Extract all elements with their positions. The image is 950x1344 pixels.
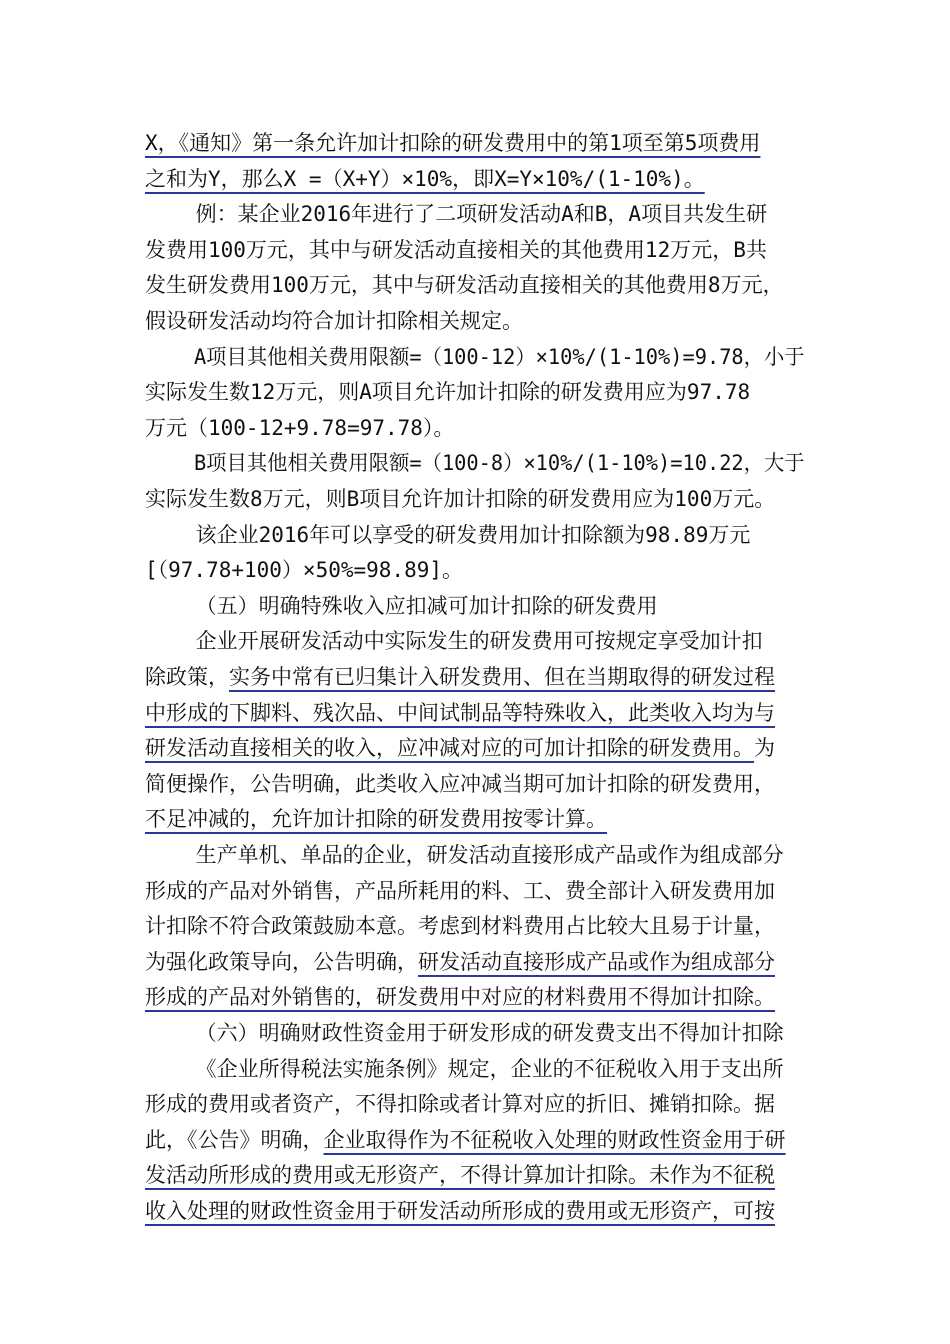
text-line bbox=[145, 1160, 775, 1190]
text-line bbox=[145, 626, 763, 656]
text-line bbox=[145, 128, 760, 158]
underlined-text: 形成的产品对外销售的，研发费用中对应的材料费用不得加计扣除。 bbox=[145, 985, 775, 1010]
text-segment: 实际发生数8万元，则B项目允许加计扣除的研发费用应为100万元。 bbox=[145, 487, 776, 511]
text-line bbox=[145, 733, 775, 763]
text-segment: 生产单机、单品的企业，研发活动直接形成产品或作为组成部分 bbox=[145, 843, 784, 867]
text-line bbox=[145, 804, 607, 834]
text-line bbox=[145, 306, 523, 336]
text-line bbox=[145, 1196, 775, 1226]
text-segment: （六）明确财政性资金用于研发形成的研发费支出不得加计扣除 bbox=[145, 1021, 784, 1045]
text-segment: 简便操作，公告明确，此类收入应冲减当期可加计扣除的研发费用， bbox=[145, 771, 775, 796]
text-line bbox=[145, 342, 805, 372]
text-line bbox=[145, 698, 775, 728]
underlined-text: 研发活动直接相关的收入，应冲减对应的可加计扣除的研发费用。 bbox=[145, 736, 754, 761]
text-line bbox=[145, 1089, 775, 1119]
text-line bbox=[145, 876, 775, 906]
text-segment: 发费用100万元，其中与研发活动直接相关的其他费用12万元，B共 bbox=[145, 237, 767, 262]
text-segment: 假设研发活动均符合加计扣除相关规定。 bbox=[145, 309, 523, 333]
text-line bbox=[145, 377, 750, 407]
underlined-text: 不足冲减的，允许加计扣除的研发费用按零计算。 bbox=[145, 807, 607, 832]
text-line bbox=[145, 520, 750, 550]
text-line bbox=[145, 947, 775, 977]
text-segment: 实际发生数12万元，则A项目允许加计扣除的研发费用应为97.78 bbox=[145, 380, 751, 405]
underlined-text: 之和为Y，那么X =（X+Y）×10%，即X=Y×10%/(1-10%)。 bbox=[145, 166, 705, 191]
text-line bbox=[145, 555, 463, 585]
text-line bbox=[145, 662, 775, 692]
text-segment: [（97.78+100）×50%=98.89]。 bbox=[145, 558, 464, 583]
text-segment: 万元（100-12+9.78=97.78）。 bbox=[145, 415, 455, 440]
text-line bbox=[145, 164, 705, 194]
text-line bbox=[145, 1054, 784, 1084]
underlined-text: 企业取得作为不征税收入处理的财政性资金用于研 bbox=[323, 1127, 786, 1152]
text-line bbox=[145, 270, 784, 300]
text-line bbox=[145, 235, 767, 265]
underlined-text: 中形成的下脚料、残次品、中间试制品等特殊收入，此类收入均为与 bbox=[145, 700, 775, 725]
text-segment: 计扣除不符合政策鼓励本意。考虑到材料费用占比较大且易于计量， bbox=[145, 914, 775, 939]
text-segment: B项目其他相关费用限额=（100-8）×10%/(1-10%)=10.22，大于 bbox=[145, 451, 805, 476]
underlined-text: 收入处理的财政性资金用于研发活动所形成的费用或无形资产，可按 bbox=[145, 1199, 775, 1223]
text-segment: 例：某企业2016年进行了二项研发活动A和B，A项目共发生研 bbox=[145, 202, 768, 227]
text-line bbox=[145, 911, 775, 941]
text-segment: 《企业所得税法实施条例》规定，企业的不征税收入用于支出所 bbox=[145, 1056, 784, 1081]
text-line bbox=[145, 1125, 786, 1155]
text-segment: 该企业2016年可以享受的研发费用加计扣除额为98.89万元 bbox=[145, 522, 751, 547]
text-segment: 企业开展研发活动中实际发生的研发费用可按规定享受加计扣 bbox=[145, 629, 763, 654]
underlined-text: 实务中常有已归集计入研发费用、但在当期取得的研发过程 bbox=[229, 665, 775, 689]
text-line bbox=[145, 448, 805, 478]
underlined-text: X，《通知》第一条允许加计扣除的研发费用中的第1项至第5项费用 bbox=[145, 131, 761, 155]
underlined-text: 研发活动直接形成产品或作为组成部分 bbox=[418, 949, 775, 974]
text-segment: 形成的产品对外销售，产品所耗用的料、工、费全部计入研发费用加 bbox=[145, 878, 775, 903]
text-segment: 除政策， bbox=[145, 665, 229, 689]
underlined-text: 发活动所形成的费用或无形资产，不得计算加计扣除。未作为不征税 bbox=[145, 1163, 775, 1188]
text-line bbox=[145, 199, 767, 229]
text-line bbox=[145, 484, 775, 514]
text-segment: A项目其他相关费用限额=（100-12）×10%/(1-10%)=9.78，小于 bbox=[145, 344, 805, 369]
text-segment: 为 bbox=[754, 736, 775, 761]
text-line bbox=[145, 1018, 784, 1048]
text-segment: 形成的费用或者资产，不得扣除或者计算对应的折旧、摊销扣除。据 bbox=[145, 1092, 775, 1117]
text-segment: 为强化政策导向，公告明确， bbox=[145, 949, 418, 974]
text-segment: （五）明确特殊收入应扣减可加计扣除的研发费用 bbox=[145, 593, 658, 618]
text-line bbox=[145, 413, 454, 443]
text-line bbox=[145, 591, 658, 621]
text-segment: 此，《公告》明确， bbox=[145, 1127, 324, 1152]
text-line bbox=[145, 982, 775, 1012]
text-line bbox=[145, 840, 784, 870]
text-segment: 发生研发费用100万元，其中与研发活动直接相关的其他费用8万元， bbox=[145, 273, 784, 298]
text-line bbox=[145, 769, 775, 799]
